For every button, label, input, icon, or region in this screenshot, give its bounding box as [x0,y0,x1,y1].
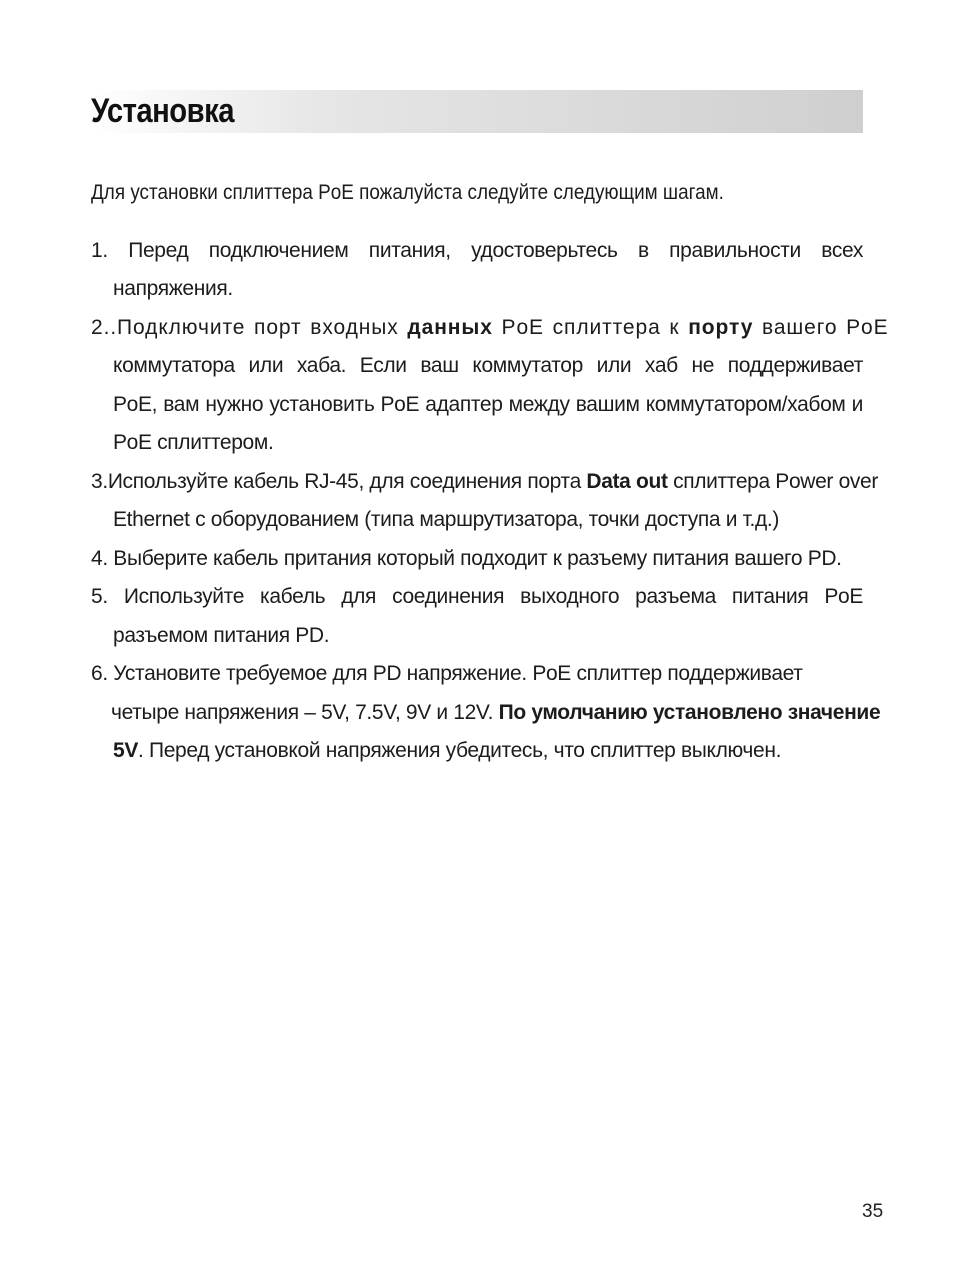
step-6-text-a: четыре напряжения – 5V, 7.5V, 9V и 12V. [111,700,499,724]
section-header-bar [91,90,863,133]
page-title: Установка [91,92,234,130]
step-1 [91,232,863,309]
step-2 [91,309,889,463]
step-2-text-c: PoE сплиттера к [492,315,689,339]
step-5 [91,578,863,655]
step-4-line-1: 4. Выберите кабель притания который подходит к разъему питания вашего PD. [91,546,842,570]
step-5-line-1: 5. Используйте кабель для соединения выходного разъема питания PoE [91,585,863,608]
step-2-bold-port: порту [688,315,754,339]
step-3-text-a: 3.Используйте кабель RJ-45, для соединения порта [91,469,587,493]
step-6 [91,655,881,771]
step-2-line-1 [91,309,889,348]
step-3 [91,463,879,540]
step-6-bold-5v: 5V [113,739,138,762]
step-2-line-3: PoE, вам нужно установить PoE адаптер между вашим коммутатором/хабом и [113,392,863,416]
step-4 [91,540,863,579]
step-3-line-1 [91,463,879,502]
step-2-bold-data: данных [407,315,493,339]
page-number: 35 [862,1201,884,1222]
step-6-bold-default: По умолчанию установлено значение [498,700,881,724]
step-1-line-2: напряжения. [113,277,233,300]
step-6-line-3 [113,732,863,771]
step-1-line-1: 1. Перед подключением питания, удостоверьтесь в правильности всех [91,238,863,262]
step-5-line-2: разъемом питания PD. [113,623,330,647]
step-3-line-2: Ethernet с оборудованием (типа маршрутизатора, точки доступа и т.д.) [113,508,780,531]
step-3-bold-data-out: Data out [586,469,668,493]
step-2-line-4: PoE сплиттером. [113,431,274,454]
intro-paragraph [91,174,863,213]
step-6-text-b: . Перед установкой напряжения убедитесь, что сплиттер выключен. [138,739,782,762]
step-2-text-e: вашего PoE [753,315,889,339]
step-6-line-2 [111,694,881,733]
step-6-line-1: 6. Установите требуемое для PD напряжение. PoE сплиттер поддерживает [91,662,803,685]
step-2-text-a: 2..Подключите порт входных [91,315,408,339]
intro-text: Для установки сплиттера PoE пожалуйста следуйте следующим шагам. [91,181,724,204]
step-3-text-c: сплиттера Power over [667,469,879,493]
page-body [91,174,889,771]
step-2-line-2: коммутатора или хаба. Если ваш коммутатор или хаб не поддерживает [113,354,863,377]
